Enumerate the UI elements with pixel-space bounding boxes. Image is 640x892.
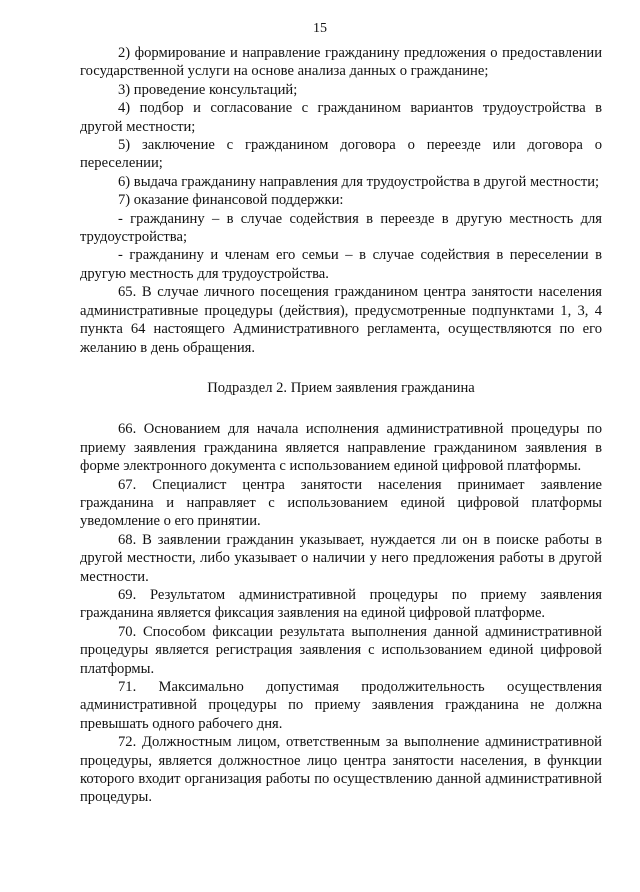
paragraph-bullet-resettlement: - гражданину и членам его семьи – в случае содействия в переселении в другую местность для трудоустройства. (80, 247, 602, 282)
paragraph-70: 70. Способом фиксации результата выполнения данной административной процедуры является регистрация заявления с использованием единой цифровой платформы. (80, 623, 602, 677)
paragraph-item-4: 4) подбор и согласование с гражданином вариантов трудоустройства в другой местности; (80, 100, 602, 135)
paragraph-72: 72. Должностным лицом, ответственным за выполнение административной процедуры, является должностное лицо центра занятости населения, в функции которого входит организация работы по осуществлению данной административной процедуры. (80, 734, 602, 806)
paragraph-65: 65. В случае личного посещения гражданином центра занятости населения административные процедуры (действия), предусмотренные подпунктами 1, 3, 4 пункта 64 настоящего Административного регламента, осуществляются по его желанию в день обращения. (80, 284, 602, 356)
document-body (80, 44, 602, 807)
paragraph-66: 66. Основанием для начала исполнения административной процедуры по приему заявления гражданина является направление гражданином заявления в форме электронного документа с использованием единой цифровой платформы. (80, 421, 602, 475)
paragraph-bullet-relocation: - гражданину – в случае содействия в переезде в другую местность для трудоустройства; (80, 210, 602, 246)
subsection-heading: Подраздел 2. Прием заявления гражданина (207, 379, 475, 396)
paragraph-71: 71. Максимально допустимая продолжительность осуществления административной процедуры по приему заявления гражданина не должна превышать одного рабочего дня. (80, 679, 602, 732)
paragraph-item-2: 2) формирование и направление гражданину предложения о предоставлении государственной услуги на основе анализа данных о гражданине; (80, 45, 602, 80)
paragraph-item-6: 6) выдача гражданину направления для трудоустройства в другой местности; (118, 173, 600, 190)
paragraph-item-3: 3) проведение консультаций; (118, 81, 298, 98)
paragraph-67: 67. Специалист центра занятости населения принимает заявление гражданина и направляет с использованием единой цифровой платформы уведомление о его принятии. (80, 476, 602, 530)
paragraph-69: 69. Результатом административной процедуры по приему заявления гражданина является фиксация заявления на единой цифровой платформе. (80, 586, 602, 622)
paragraph-68: 68. В заявлении гражданин указывает, нуждается ли он в поиске работы в другой местности, либо указывает о наличии у него предложения работы в другой местности. (80, 531, 602, 585)
paragraph-item-7: 7) оказание финансовой поддержки: (118, 192, 344, 209)
paragraph-item-5: 5) заключение с гражданином договора о переезде или договора о переселении; (80, 137, 602, 172)
page-number: 15 (313, 21, 327, 36)
